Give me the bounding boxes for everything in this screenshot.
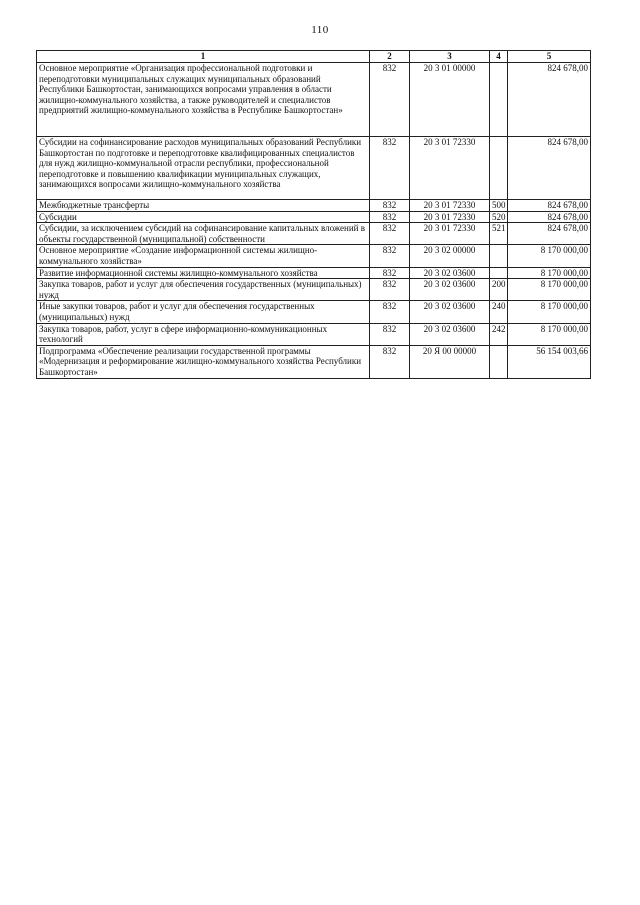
row-code-cell: 832 [370,279,410,301]
row-name-cell: Основное мероприятие «Создание информационной системы жилищно-коммунального хозяйства» [37,245,370,267]
row-name-cell: Подпрограмма «Обеспечение реализации государственной программы «Модернизация и реформирование жилищно-коммунального хозяйства Республики Башкортостан» [37,345,370,378]
table-row [37,137,591,200]
row-target-cell: 20 Я 00 00000 [410,345,490,378]
table-row [37,301,591,323]
budget-table [36,50,591,379]
row-type-cell [490,137,508,200]
row-name-cell: Основное мероприятие «Организация профессиональной подготовки и переподготовки муниципальных служащих муниципальных образований Республики Башкортостан, занимающихся вопросами управления в области жилищно-коммунального хозяйства, а также руководителей и специалистов предприятий жилищно-коммунального хозяйства в Республике Башкортостан» [37,63,370,137]
row-name-cell: Субсидии [37,211,370,223]
row-target-cell: 20 3 01 72330 [410,211,490,223]
row-name-cell: Субсидии на софинансирование расходов муниципальных образований Республики Башкортостан по подготовке и переподготовке квалифицированных специалистов для нужд жилищно-коммунальной отрасли республики, профессиональной переподготовке и повышению квалификации муниципальных служащих, занимающихся вопросами жилищно-коммунального хозяйства [37,137,370,200]
row-name-cell: Развитие информационной системы жилищно-коммунального хозяйства [37,267,370,279]
row-amount-cell: 824 678,00 [508,200,591,212]
page-number: 110 [311,24,329,36]
column-header-5: 5 [508,51,591,63]
table-row [37,211,591,223]
row-code-cell: 832 [370,63,410,137]
row-amount-cell: 8 170 000,00 [508,245,591,267]
row-amount-cell: 824 678,00 [508,137,591,200]
row-type-cell: 200 [490,279,508,301]
row-amount-cell: 56 154 003,66 [508,345,591,378]
row-code-cell: 832 [370,211,410,223]
row-code-cell: 832 [370,267,410,279]
row-target-cell: 20 3 01 72330 [410,223,490,245]
table-row [37,63,591,137]
row-code-cell: 832 [370,245,410,267]
column-header-1: 1 [37,51,370,63]
row-type-cell [490,63,508,137]
row-code-cell: 832 [370,323,410,345]
row-target-cell: 20 3 01 72330 [410,137,490,200]
row-amount-cell: 8 170 000,00 [508,301,591,323]
row-type-cell [490,345,508,378]
column-header-3: 3 [410,51,490,63]
row-amount-cell: 824 678,00 [508,223,591,245]
table-row [37,267,591,279]
row-type-cell: 500 [490,200,508,212]
row-type-cell: 520 [490,211,508,223]
row-amount-cell: 824 678,00 [508,63,591,137]
row-target-cell: 20 3 02 03600 [410,267,490,279]
column-header-2: 2 [370,51,410,63]
row-amount-cell: 824 678,00 [508,211,591,223]
row-amount-cell: 8 170 000,00 [508,279,591,301]
row-name-cell: Закупка товаров, работ и услуг для обеспечения государственных (муниципальных) нужд [37,279,370,301]
row-type-cell [490,267,508,279]
column-header-4: 4 [490,51,508,63]
row-target-cell: 20 3 01 72330 [410,200,490,212]
row-target-cell: 20 3 02 03600 [410,279,490,301]
row-amount-cell: 8 170 000,00 [508,267,591,279]
table-header-row [37,51,591,63]
table-row [37,223,591,245]
table-row [37,279,591,301]
row-target-cell: 20 3 02 00000 [410,245,490,267]
row-code-cell: 832 [370,200,410,212]
row-name-cell: Межбюджетные трансферты [37,200,370,212]
table-row [37,245,591,267]
row-name-cell: Иные закупки товаров, работ и услуг для обеспечения государственных (муниципальных) нужд [37,301,370,323]
table-row [37,345,591,378]
row-code-cell: 832 [370,137,410,200]
table-row [37,323,591,345]
row-type-cell [490,245,508,267]
row-type-cell: 242 [490,323,508,345]
row-type-cell: 240 [490,301,508,323]
row-target-cell: 20 3 01 00000 [410,63,490,137]
row-code-cell: 832 [370,345,410,378]
row-name-cell: Закупка товаров, работ, услуг в сфере информационно-коммуникационных технологий [37,323,370,345]
row-type-cell: 521 [490,223,508,245]
row-target-cell: 20 3 02 03600 [410,323,490,345]
row-target-cell: 20 3 02 03600 [410,301,490,323]
row-name-cell: Субсидии, за исключением субсидий на софинансирование капитальных вложений в объекты государственной (муниципальной) собственности [37,223,370,245]
row-amount-cell: 8 170 000,00 [508,323,591,345]
row-code-cell: 832 [370,301,410,323]
row-code-cell: 832 [370,223,410,245]
table-row [37,200,591,212]
table-body [37,63,591,379]
